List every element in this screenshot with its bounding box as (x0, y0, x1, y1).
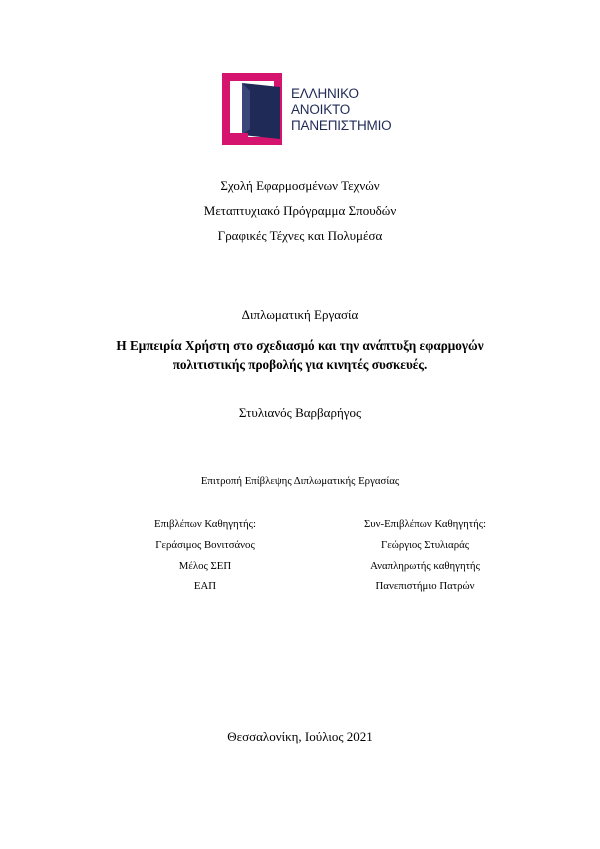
logo-wordmark (291, 86, 391, 134)
logo-line-1: ΕΛΛΗΝΙΚΟ (291, 86, 359, 101)
program-name: Μεταπτυχιακό Πρόγραμμα Σπουδών (203, 203, 397, 218)
supervisor-position: Μέλος ΣΕΠ (178, 560, 232, 572)
committee-heading: Επιτροπή Επίβλεψης Διπλωματικής Εργασίας (200, 475, 400, 487)
school-name: Σχολή Εφαρμοσμένων Τεχνών (220, 178, 380, 193)
thesis-title-line-2: πολιτιστικής προβολής για κινητές συσκευές. (172, 357, 428, 372)
specialization-name: Γραφικές Τέχνες και Πολυμέσα (217, 228, 383, 243)
place-and-date: Θεσσαλονίκη, Ιούλιος 2021 (227, 729, 373, 744)
thesis-title-line-1: Η Εμπειρία Χρήστη στο σχεδιασμό και την ανάπτυξη εφαρμογών (116, 338, 484, 353)
author-name: Στυλιανός Βαρβαρήγος (238, 405, 362, 420)
co-supervisor-position: Αναπληρωτής καθηγητής (370, 560, 480, 572)
co-supervisor-institution: Πανεπιστήμιο Πατρών (375, 580, 475, 592)
co-supervisor-role: Συν-Επιβλέπων Καθηγητής: (363, 518, 486, 530)
logo-line-3: ΠΑΝΕΠΙΣΤΗΜΙΟ (291, 118, 392, 133)
supervisor-role: Επιβλέπων Καθηγητής: (154, 518, 256, 530)
eap-logo-icon (222, 73, 286, 145)
co-supervisor-name: Γεώργιος Στυλιαράς (380, 539, 470, 551)
document-type: Διπλωματική Εργασία (241, 307, 359, 322)
logo-line-2: ΑΝΟΙΚΤΟ (291, 102, 351, 117)
supervisor-institution: ΕΑΠ (193, 580, 217, 592)
supervisor-name: Γεράσιμος Βονιτσάνος (155, 539, 255, 551)
university-logo (222, 73, 402, 145)
